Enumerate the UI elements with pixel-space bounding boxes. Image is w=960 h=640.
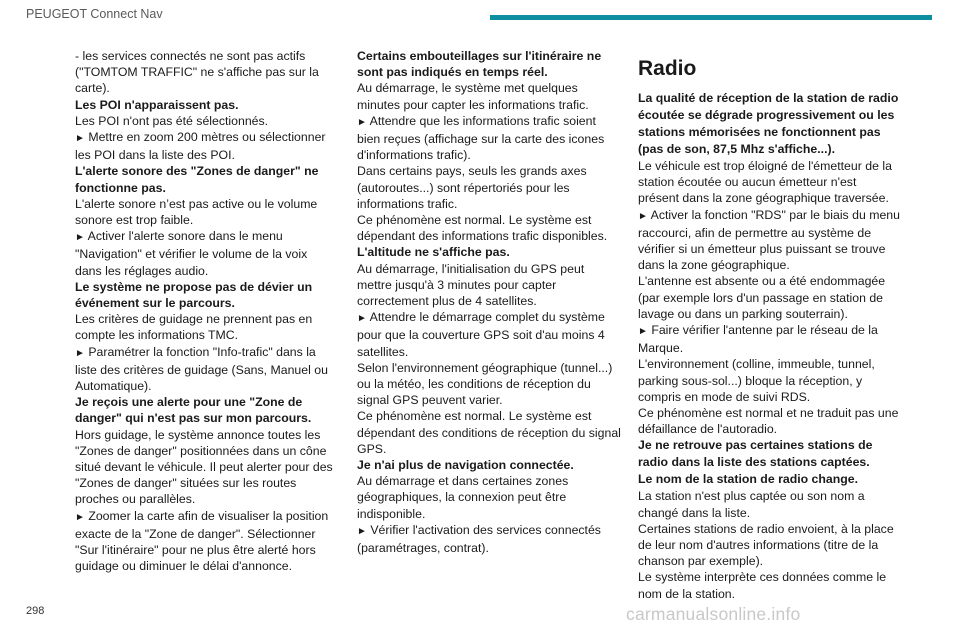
page-number: 298 xyxy=(26,605,45,617)
action-step-text: Attendre le démarrage complet du système pour que la couverture GPS soit d'au moins 4 satellites. xyxy=(357,310,605,359)
arrow-icon: ► xyxy=(357,525,367,537)
arrow-icon: ► xyxy=(357,116,367,128)
subheading: Le nom de la station de radio change. xyxy=(638,472,859,487)
action-step xyxy=(638,207,900,274)
body-paragraph: Ce phénomène est normal et ne traduit pas une défaillance de l'autoradio. xyxy=(638,406,899,437)
action-step xyxy=(75,344,337,395)
action-step-text: Attendre que les informations trafic soient bien reçues (affichage sur la carte des icones d'informations trafic). xyxy=(357,113,605,163)
body-paragraph: Au démarrage et dans certaines zones géographiques, la connexion peut être indisponible. xyxy=(357,474,569,521)
action-step-text: Activer la fonction "RDS" par le biais du menu raccourci, afin de permettre au système de vérifier si un émetteur plus puissant se trouve dans la zone géographique. xyxy=(638,207,900,273)
body-paragraph: L'antenne est absente ou a été endommagée (par exemple lors d'un passage en station de lavage ou dans un parking souterrain). xyxy=(638,274,886,321)
watermark: carmanualsonline.info xyxy=(626,604,801,624)
column-3 xyxy=(638,48,900,602)
header-accent-bar xyxy=(490,15,932,20)
subheading: L'altitude ne s'affiche pas. xyxy=(357,245,510,260)
action-step-text: Zoomer la carte afin de visualiser la position exacte de la "Zone de danger". Sélectionner "Sur l'itinéraire" pour ne plus être alerté hors guidage ou diminuer le délai d'annonce. xyxy=(75,508,329,574)
body-paragraph: Au démarrage, le système met quelques minutes pour capter les informations trafic. xyxy=(357,81,589,112)
body-paragraph: Au démarrage, l'initialisation du GPS peut mettre jusqu'à 3 minutes pour capter correctement plus de 4 satellites. xyxy=(357,261,585,309)
action-step xyxy=(357,522,621,556)
arrow-icon: ► xyxy=(75,232,85,244)
action-step-text: Activer l'alerte sonore dans le menu "Navigation" et vérifier le volume de la voix dans les réglages audio. xyxy=(75,229,308,278)
subheading: Je n'ai plus de navigation connectée. xyxy=(357,458,574,473)
subheading: Les POI n'apparaissent pas. xyxy=(75,97,239,112)
arrow-icon: ► xyxy=(638,326,648,338)
action-step-text: Vérifier l'activation des services connectés (paramétrages, contrat). xyxy=(357,522,601,556)
arrow-icon: ► xyxy=(75,511,85,523)
body-paragraph: L'environnement (colline, immeuble, tunnel, parking sous-sol...) bloque la réception, y compris en mode de suivi RDS. xyxy=(638,357,875,404)
arrow-icon: ► xyxy=(75,347,85,359)
action-step xyxy=(638,322,900,356)
section-heading-radio: Radio xyxy=(638,57,697,80)
body-paragraph: Ce phénomène est normal. Le système est dépendant des informations trafic disponibles. xyxy=(357,213,608,244)
body-paragraph: - les services connectés ne sont pas actifs ("TOMTOM TRAFFIC" ne s'affiche pas sur la carte). xyxy=(75,49,319,96)
body-paragraph: Les critères de guidage ne prennent pas en compte les informations TMC. xyxy=(75,312,313,343)
body-paragraph: L'alerte sonore n’est pas active ou le volume sonore est trop faible. xyxy=(75,196,318,228)
arrow-icon: ► xyxy=(357,313,367,325)
subheading: Je reçois une alerte pour une "Zone de danger" qui n'est pas sur mon parcours. xyxy=(75,395,312,426)
body-paragraph: Le véhicule est trop éloigné de l'émetteur de la station écoutée ou aucun émetteur n'est présent dans la zone géographique traversée. xyxy=(638,159,892,206)
arrow-icon: ► xyxy=(75,133,85,145)
subheading: L'alerte sonore des "Zones de danger" ne fonctionne pas. xyxy=(75,164,319,195)
subheading: La qualité de réception de la station de radio écoutée se dégrade progressivement ou les stations mémorisées ne fonctionnent pas (pas de son, 87,5 Mhz s'affiche...). xyxy=(638,91,899,156)
body-paragraph: Ce phénomène est normal. Le système est dépendant des conditions de réception du signal GPS. xyxy=(357,409,621,456)
action-step-text: Mettre en zoom 200 mètres ou sélectionner les POI dans la liste des POI. xyxy=(75,130,326,163)
action-step xyxy=(75,508,337,575)
subheading: Le système ne propose pas de dévier un événement sur le parcours. xyxy=(75,279,313,311)
body-paragraph: La station n'est plus captée ou son nom a changé dans la liste. xyxy=(638,489,865,520)
running-header-title: PEUGEOT Connect Nav xyxy=(26,7,163,21)
action-step xyxy=(357,309,621,360)
body-paragraph: Selon l'environnement géographique (tunnel...) ou la météo, les conditions de réception du signal GPS peuvent varier. xyxy=(357,360,613,408)
body-paragraph: Hors guidage, le système annonce toutes les "Zones de danger" positionnées dans un cône situé devant le véhicule. Il peut alerter pour des "Zones de danger" situées sur les routes proches ou parallèles. xyxy=(75,427,333,507)
action-step xyxy=(75,129,337,163)
body-paragraph: Certaines stations de radio envoient, à la place de leur nom d'autres informations (titre de la chanson par exemple). xyxy=(638,521,894,569)
action-step xyxy=(357,113,621,164)
column-1 xyxy=(75,48,337,575)
action-step-text: Faire vérifier l'antenne par le réseau de la Marque. xyxy=(638,323,878,356)
body-paragraph: Le système interprète ces données comme le nom de la station. xyxy=(638,570,887,601)
column-2 xyxy=(357,48,621,556)
subheading: Certains embouteillages sur l'itinéraire ne sont pas indiqués en temps réel. xyxy=(357,49,602,80)
subheading: Je ne retrouve pas certaines stations de radio dans la liste des stations captées. xyxy=(638,438,873,470)
body-paragraph: Dans certains pays, seuls les grands axes (autoroutes...) sont répertoriés pour les informations trafic. xyxy=(357,164,587,211)
arrow-icon: ► xyxy=(638,210,648,222)
action-step xyxy=(75,228,337,279)
radio-section-body xyxy=(638,90,900,602)
body-paragraph: Les POI n'ont pas été sélectionnés. xyxy=(75,113,269,128)
action-step-text: Paramétrer la fonction "Info-trafic" dans la liste des critères de guidage (Sans, Manuel ou Automatique). xyxy=(75,344,328,394)
